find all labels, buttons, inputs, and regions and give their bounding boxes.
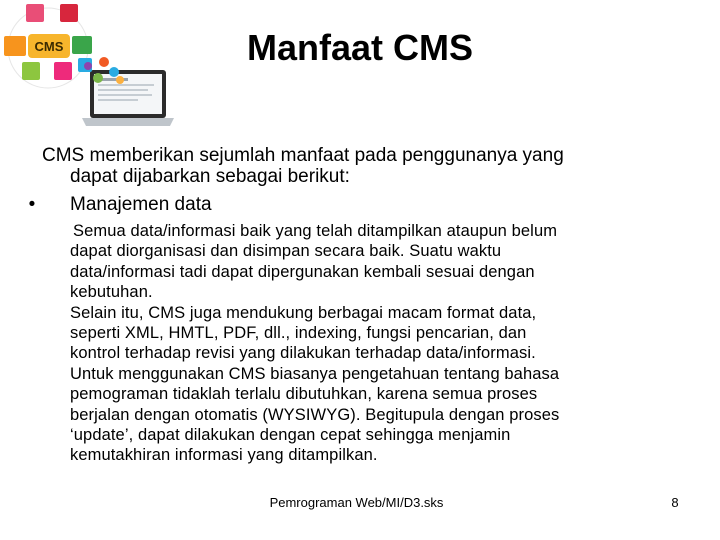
icon-bubble-yellow (116, 76, 124, 84)
paragraph-line: Semua data/informasi baik yang telah ditampilkan ataupun belum (73, 222, 558, 240)
paragraph-1 (42, 221, 682, 303)
tile-magenta (54, 62, 72, 80)
intro-text (42, 145, 682, 187)
cms-logo (2, 0, 174, 132)
bullet-icon: • (28, 194, 36, 215)
tile-red (60, 4, 78, 22)
paragraph-line: Untuk menggunakan CMS biasanya pengetahuan tentang bahasa (70, 364, 560, 383)
paragraph-line: data/informasi tadi dapat dipergunakan kembali sesuai dengan (70, 262, 535, 281)
paragraph-line: ‘update’, dapat dilakukan dengan cepat sehingga menjamin (70, 426, 511, 445)
icon-bubble-purple (84, 62, 92, 70)
laptop-base (82, 118, 174, 126)
slide-title: Manfaat CMS (246, 27, 474, 68)
bullet-item (28, 194, 682, 216)
icon-bubble-red (99, 57, 109, 67)
icon-bubble-blue (109, 67, 119, 77)
paragraph-line: kemutakhiran informasi yang ditampilkan. (70, 446, 378, 465)
paragraph-3 (42, 364, 682, 466)
bullet-label: Manajemen data (70, 194, 212, 215)
tile-green (72, 36, 92, 54)
paragraph-line: kebutuhan. (70, 283, 153, 302)
tile-orange (4, 36, 26, 56)
paragraph-line: dapat diorganisasi dan disimpan secara baik. Suatu waktu (70, 242, 502, 261)
paragraph-line: pemograman tidaklah terlalu dibutuhkan, karena semua proses (70, 385, 538, 404)
cms-badge-text: CMS (34, 39, 64, 54)
tile-pink (26, 4, 44, 22)
paragraph-line: seperti XML, HMTL, PDF, dll., indexing, fungsi pencarian, dan (70, 324, 527, 343)
slide-footer: Pemrograman Web/MI/D3.sks (269, 495, 444, 510)
page-number: 8 (671, 495, 679, 510)
tile-lime (22, 62, 40, 80)
paragraph-line: kontrol terhadap revisi yang dilakukan terhadap data/informasi. (70, 344, 536, 363)
paragraph-2 (42, 303, 682, 364)
paragraph-line: berjalan dengan otomatis (WYSIWYG). Begitupula dengan proses (70, 405, 560, 424)
paragraph-line: Selain itu, CMS juga mendukung berbagai macam format data, (70, 303, 537, 322)
slide-body (28, 145, 682, 466)
intro-line-1: CMS memberikan sejumlah manfaat pada penggunanya yang (42, 145, 564, 166)
icon-bubble-green (93, 73, 103, 83)
intro-line-2: dapat dijabarkan sebagai berikut: (70, 166, 350, 187)
